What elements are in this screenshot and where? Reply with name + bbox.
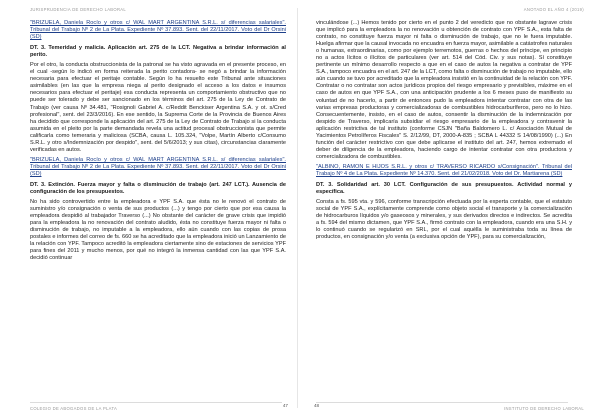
text-column [316, 20, 572, 244]
body-paragraph: Consta a fs. 595 vta. y 596, conforme transcripción efectuada por la experta contable, que el estatuto social de YPF S.A., explícitamente comprende como objeto social el transporte y la comercialización de hidrocarburos líquidos y/o gaseosos y minerales, y sus derivados directos e indirectos. Se acredita a fs. 594 del mismo dictamen, que YPF S.A., firmó contrato con la empleadora, cuando era una S.H. y lo continuó cuando se regularizó en SRL, por el cual aquélla le suministraba toda su línea de productos, en consignación y/o venta (a exclusiva opción de YPF), para su comercialización, [316, 199, 572, 241]
page-number: 47 [282, 403, 288, 408]
body-paragraph: No ha sido controvertido entre la empleadora e YPF S.A. que ésta no le renovó el contrato de suministro y/o consignación o venta de sus productos (...) y tengo por cierto que por esa causa la empleadora despidió al trabajador Traverso (...) No obstante del carácter de grave crisis que impidió para la empleadora la no renovación del contrato aludido, ésta no constituye fuerza mayor ni falta o disminución de trabajo, no imputable a la empleadora, ello aún cuando con las copias de prosa postales e informes del correo de fs. 660 se ha acreditado que la empleadora inició un Lanzamiento de la relación con YPF. Tampoco acreditó la empleadora ciertamente sino de estaciones de servicios YPF para fines del 2011 y mucho menos, por qué no integró la inmensa cantidad con las que YPF S.A. decidió continuar [30, 199, 286, 262]
page-number: 48 [314, 403, 320, 408]
running-head: JURISPRUDENCIA DE DERECHO LABORAL [30, 7, 126, 12]
page-footer: INSTITUTO DE DERECHO LABORAL [504, 406, 584, 411]
section-heading: DT. 3. Extinción. Fuerza mayor y falta o disminución de trabajo (art. 247 LCT.). Ausencia de configuración de los presupuestos. [30, 181, 286, 196]
left-page [4, 0, 296, 416]
case-citation: "BRIZUELA, Daniela Rocío y otros c/ WAL MART ARGENTINA S.R.L. s/ diferencias salariales". Tribunal del Trabajo Nº 2 de La Plata. Expediente Nº 37.893. Sent. del 22/11/2017. Voto del Dr Orsini (SD) [30, 20, 286, 41]
body-paragraph: Por el otro, la conducta obstruccionista de la patronal se ha visto agravada en el presente proceso, en el cual -según lo indicó en forma reiterada la perito contadora- se negó a brindar la información necesaria para efectuar el peritaje contable. Según lo ha resuelto este Tribunal ante situaciones asimilables (en las que la empresa niega al perito designado el acceso a los datos e insumos necesarios para efectuar el peritaje) esa conducta representa un comportamiento obstructivo que no puede ser tolerado y debe ser sancionado en los términos del art. 275 de la Ley de Contrato de Trabajo (ver causa Nº 34.481, "Rosignoli Gabriel A. c/Reddit Benckiser Argentina S.A. y ot. s/Cred profesional", sent. del 23/3/2016). En ese sentido, la Suprema Corte de la Provincia de Buenos Aires ha decidido que corresponde la aplicación del art. 275 de la Ley de Contrato de Trabajo si la conducta asumida en el pleito por la parte demandada revela una actitud procesal obstruccionista que permite calificarla como temeraria y maliciosa (SCBA, causa L. 105.324, "Volpe, Martín Alberto c/Consumo S.R.L. y otro s/Indemnización por despido", sent. del 5/6/2013; y sus citas), circunstancias claramente verificadas en autos. [30, 62, 286, 153]
section-heading: DT. 3. Solidaridad art. 30 LCT. Configuración de sus presupuestos. Actividad normal y específica. [316, 182, 572, 196]
case-citation: "ALBINO, RAMON E HIJOS S.R.L. y otros c/ TRAVERSO RICARDO s/Consignación". Tribunal del Trabajo Nº 4 de La Plata. Expediente Nº 14.370. Sent. del 21/02/2018. Voto del Dr. Martiarena (SD) [316, 163, 572, 177]
section-heading: DT. 3. Temeridad y malicia. Aplicación art. 275 de la LCT. Negativa a brindar información al perito. [30, 45, 286, 59]
footer-rule [316, 402, 568, 403]
body-paragraph: vinculándose (...) Hemos tenido por cierto en el punto 2 del veredicto que no obstante lagrave crisis que implicó para la empleadora la no renovación u obtención de contrato con YPF S.A., esta falta de contrato, no constituye fuerza mayor ni falta o disminución de trabajo, que no le fuera imputable. Huelga afirmar que la causal invocada no encuadra en fuerza mayor, asimilable a catástrofes naturales o humanas, extraordinarias, como por ejemplo terremotos, guerras o hechos del príncipe, en principio no a actos lícitos o ilícitos de particulares (ver art. 514 del Cód. Civ. y sus notas). Sí constituye pertinente un mínimo desarrollo respecto a que en el caso de autos la negativa a contratar de YPF S.A., tampoco encuadra en el art. 247 de la LCT, como falta o disminución de trabajo no imputable, ello aún cuando se tuvo por acreditado que la empleadora insistió en la continuidad de la relación con YPF. Contratar o no contratar son actos jurídicos propios del riesgo empresario y previsibles, máxime en el caso de autos en que YPF S.A., con una anticipación prudente a los 6 meses puso de manifiesto su voluntad de no hacerlo, a partir de entonces pudo la empleadora intentar contratar con otra de las varias empresas productoras y comercializadoras de combustibles hidrocarburíferos, pero no lo hizo. Consecuentemente, insisto, en el caso de autos, consentir la disminución de la indemnización por despido de Traverso, implicaría subsidiar el riesgo empresario de la empleadora y contravenir la aplicación restrictiva de tal instituto (conforme CSJN "Baña Baldomero L. c/ Asociación Mutual de Yacimientos Petrolíferos Fiscales" S. 2/12/99, DT, 2000-A-835 ; SCBA L 44332 S 14/08/1990) (...) En función del carácter restrictivo con que debe aplicarse el instituto del art. 247, hemos extremado el deber de diligencia de la empleadora, haciendo cargo de intentar contratar con otra productora y comercializadora de combustibles. [316, 20, 572, 160]
gutter-divider [297, 8, 298, 408]
running-head: ANOTADO EL AÑO 4 (2019) [523, 7, 584, 12]
footer-rule [30, 402, 282, 403]
case-citation: "BRIZUELA, Daniela Rocío y otros c/ WAL MART ARGENTINA S.R.L. s/ diferencias salariales". Tribunal del Trabajo Nº 2 de La Plata. Expediente Nº 37.893. Sent. del 22/11/2017. Voto del Dr Orsini (SD) [30, 156, 286, 177]
right-page [304, 0, 596, 416]
text-column [30, 20, 286, 266]
page-footer: COLEGIO DE ABOGADOS DE LA PLATA [30, 406, 118, 411]
